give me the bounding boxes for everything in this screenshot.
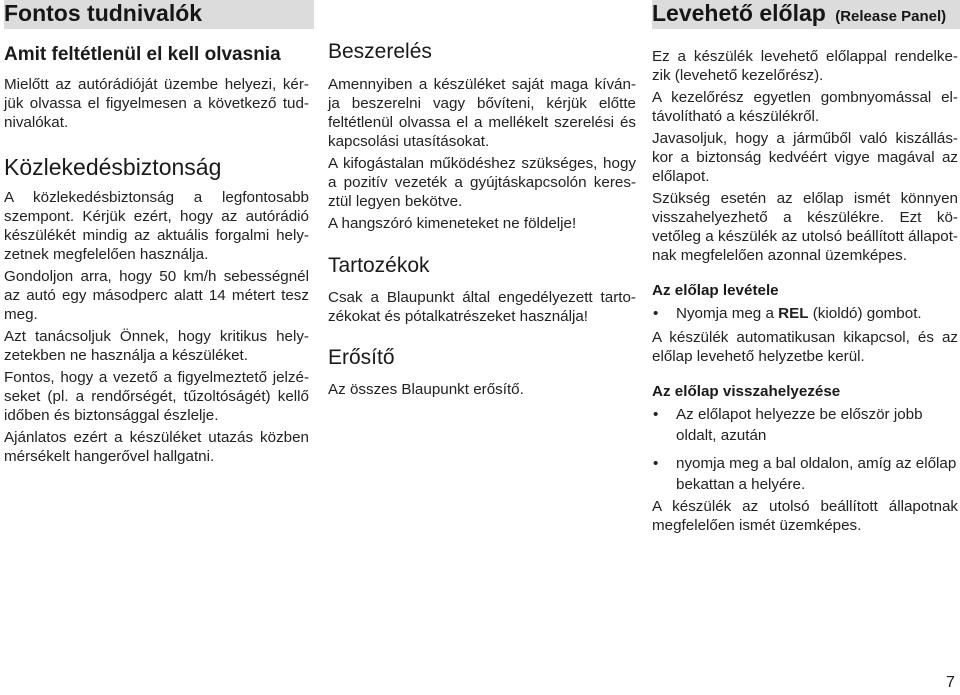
heading-panel-removal: Az előlap levétele <box>652 282 779 299</box>
paragraph-safety-3: Azt tanácsoljuk Önnek, hogy kritikus hely-zetekben ne használja a készüléket. <box>4 328 309 364</box>
paragraph-safety-4: Fontos, hogy a vezető a figyelmeztető jelzé-seket (pl. a rendőrségét, tűzoltóságét) kellő időben és biztonsággal észlelje. <box>4 369 309 424</box>
paragraph-must-read: Mielőtt az autórádióját üzembe helyezi, kér-jük olvassa el figyelmesen a következő tud-nivalókat. <box>4 76 309 131</box>
bullet-icon: • <box>653 455 659 472</box>
section-title-release-panel: Levehető előlap <box>652 0 826 26</box>
paragraph-installation-3: A hangszóró kimeneteket ne földelje! <box>328 215 577 232</box>
paragraph-safety-5: Ajánlatos ezért a készüléket utazás közben mérsékelt hangerővel hallgatni. <box>4 429 309 465</box>
paragraph-panel-3: Javasoljuk, hogy a járműből való kiszállás-kor a biztonság kedvéért vigye magával az előlapot. <box>652 130 958 185</box>
heading-must-read: Amit feltétlenül el kell olvasnia <box>4 44 281 65</box>
heading-accessories: Tartozékok <box>328 254 430 277</box>
paragraph-panel-1: Ez a készülék levehető előlappal rendelke-zik (levehető kezelőrész). <box>652 48 958 84</box>
column-2 <box>328 36 636 399</box>
paragraph-panel-2: A kezelőrész egyetlen gombnyomással el-távolítható a készülékről. <box>652 89 958 125</box>
paragraph-amplifier: Az összes Blaupunkt erősítő. <box>328 381 524 398</box>
paragraph-installation-2: A kifogástalan működéshez szükséges, hogy a pozitív vezeték a gyújtáskapcsolón keres-ztül legyen bekötve. <box>328 155 636 210</box>
column-3 <box>652 36 958 535</box>
paragraph-accessories: Csak a Blaupunkt által engedélyezett tarto-zékokat és pótalkatrészeket használja! <box>328 289 636 325</box>
heading-amplifier: Erősítő <box>328 346 395 369</box>
heading-panel-refit: Az előlap visszahelyezése <box>652 383 841 400</box>
paragraph-safety-2: Gondoljon arra, hogy 50 km/h sebességnél az autó egy másodperc alatt 14 métert tesz meg. <box>4 268 309 323</box>
list-panel-refit <box>652 404 958 495</box>
page-header-right <box>652 0 960 29</box>
list-item: • Az előlapot helyezze be először jobb oldalt, azután <box>653 406 923 444</box>
paragraph-installation-1: Amennyiben a készüléket saját maga kíván-ja beszerelni vagy bővíteni, kérjük előtte feltétlenül olvassa el a mellékelt szerelési és kapcsolási utasításokat. <box>328 76 636 150</box>
page-number: 7 <box>946 674 955 691</box>
paragraph-panel-4: Szükség esetén az előlap ismét könnyen visszahelyezhető a készülékre. Ezt kö-vetőleg a készülék az utolsó beállított állapot-nak megfelelően azonnal üzemképes. <box>652 190 958 264</box>
column-1 <box>4 36 309 466</box>
bullet-icon: • <box>653 305 659 322</box>
bullet-icon: • <box>653 406 659 423</box>
paragraph-removal: A készülék automatikusan kikapcsol, és az előlap levehető helyzetbe kerül. <box>652 329 958 365</box>
heading-traffic-safety: Közlekedésbiztonság <box>4 154 222 180</box>
list-item: • nyomja meg a bal oldalon, amíg az előlap bekattan a helyére. <box>653 455 957 493</box>
page-title: Fontos tudnivalók <box>4 0 203 26</box>
list-panel-removal <box>652 303 958 324</box>
page-header-left <box>4 0 314 29</box>
paragraph-refit: A készülék az utolsó beállított állapotnak megfelelően ismét üzemképes. <box>652 498 958 534</box>
list-item: • Nyomja meg a REL (kioldó) gombot. <box>653 305 922 322</box>
rel-key-label: REL <box>778 305 809 322</box>
heading-installation: Beszerelés <box>328 40 432 63</box>
paragraph-safety-1: A közlekedésbiztonság a legfontosabb szempont. Kérjük ezért, hogy az autórádió készülékét mindig az aktuális forgalmi hely-zetnek megfelelően használja. <box>4 189 309 263</box>
section-subtitle: (Release Panel) <box>835 8 947 25</box>
